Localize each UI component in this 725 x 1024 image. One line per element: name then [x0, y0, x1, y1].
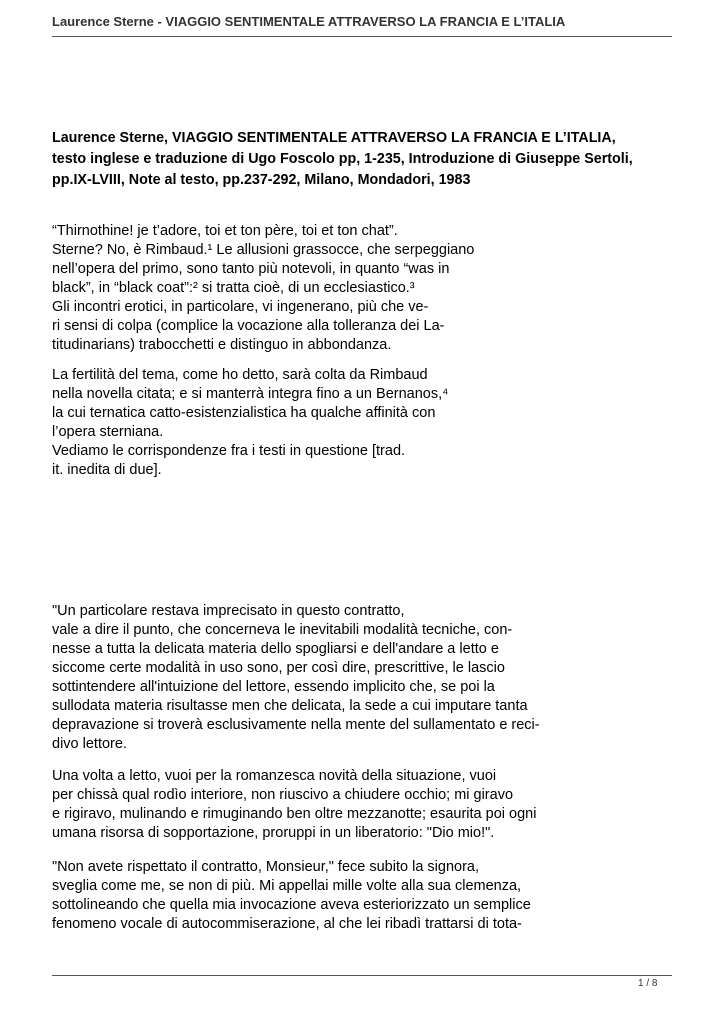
text-line: black”, in “black coat”:² si tratta cioè, di un ecclesiastico.³ [52, 280, 415, 296]
text-line: Una volta a letto, vuoi per la romanzesca novità della situazione, vuoi [52, 768, 497, 784]
header-rule [52, 36, 672, 37]
title-line: Laurence Sterne, VIAGGIO SENTIMENTALE ATTRAVERSO LA FRANCIA E L’ITALIA, [52, 130, 616, 146]
text-line: per chissà qual rodìo interiore, non riuscivo a chiudere occhio; mi giravo [52, 787, 514, 803]
paragraph-4 [52, 767, 692, 843]
paragraph-3 [52, 602, 692, 754]
text-line: sullodata materia risultasse men che delicata, la sede a cui imputare tanta [52, 698, 528, 714]
text-line: titudinarians) trabocchetti e distinguo in abbondanza. [52, 337, 392, 353]
text-line: la cui ternatica catto-esistenzialistica ha qualche affinità con [52, 405, 436, 421]
text-line: nell’opera del primo, sono tanto più notevoli, in quanto “was in [52, 261, 450, 277]
text-line: fenomeno vocale di autocommiserazione, al che lei ribadì trattarsi di tota- [52, 916, 522, 932]
text-line: divo lettore. [52, 736, 127, 752]
text-line: l’opera sterniana. [52, 424, 164, 440]
footer-rule [52, 975, 672, 976]
text-line: sottolineando che quella mia invocazione aveva esteriorizzato un semplice [52, 897, 531, 913]
paragraph-1 [52, 222, 692, 355]
text-line: nella novella citata; e si manterrà integra fino a un Bernanos,⁴ [52, 386, 449, 402]
article-title [52, 128, 677, 191]
text-line: Sterne? No, è Rimbaud.¹ Le allusioni grassocce, che serpeggiano [52, 242, 475, 258]
text-line: siccome certe modalità in uso sono, per così dire, prescrittive, le lascio [52, 660, 505, 676]
title-line: testo inglese e traduzione di Ugo Foscolo pp, 1-235, Introduzione di Giuseppe Sertoli, [52, 151, 633, 167]
text-line: e rigiravo, mulinando e rimuginando ben oltre mezzanotte; esaurita poi ogni [52, 806, 537, 822]
text-line: "Non avete rispettato il contratto, Monsieur," fece subito la signora, [52, 859, 479, 875]
text-line: “Thirnothine! je t’adore, toi et ton père, toi et ton chat”. [52, 223, 398, 239]
page-number: 1 / 8 [638, 978, 658, 989]
text-line: sveglia come me, se non di più. Mi appellai mille volte alla sua clemenza, [52, 878, 522, 894]
text-line: vale a dire il punto, che concerneva le inevitabili modalità tecniche, con- [52, 622, 513, 638]
text-line: it. inedita di due]. [52, 462, 162, 478]
text-line: "Un particolare restava imprecisato in questo contratto, [52, 603, 405, 619]
text-line: nesse a tutta la delicata materia dello spogliarsi e dell'andare a letto e [52, 641, 499, 657]
text-line: depravazione si troverà esclusivamente nella mente del sullamentato e reci- [52, 717, 540, 733]
text-line: ri sensi di colpa (complice la vocazione alla tolleranza dei La- [52, 318, 445, 334]
running-header: Laurence Sterne - VIAGGIO SENTIMENTALE ATTRAVERSO LA FRANCIA E L’ITALIA [52, 14, 566, 29]
text-line: Vediamo le corrispondenze fra i testi in questione [trad. [52, 443, 406, 459]
text-line: sottintendere all'intuizione del lettore, essendo implicito che, se poi la [52, 679, 495, 695]
paragraph-2 [52, 366, 692, 480]
paragraph-5 [52, 858, 692, 934]
text-line: La fertilità del tema, come ho detto, sarà colta da Rimbaud [52, 367, 428, 383]
text-line: Gli incontri erotici, in particolare, vi ingenerano, più che ve- [52, 299, 429, 315]
title-line: pp.IX-LVIII, Note al testo, pp.237-292, Milano, Mondadori, 1983 [52, 172, 471, 188]
text-line: umana risorsa di sopportazione, proruppi in un liberatorio: "Dio mio!". [52, 825, 495, 841]
